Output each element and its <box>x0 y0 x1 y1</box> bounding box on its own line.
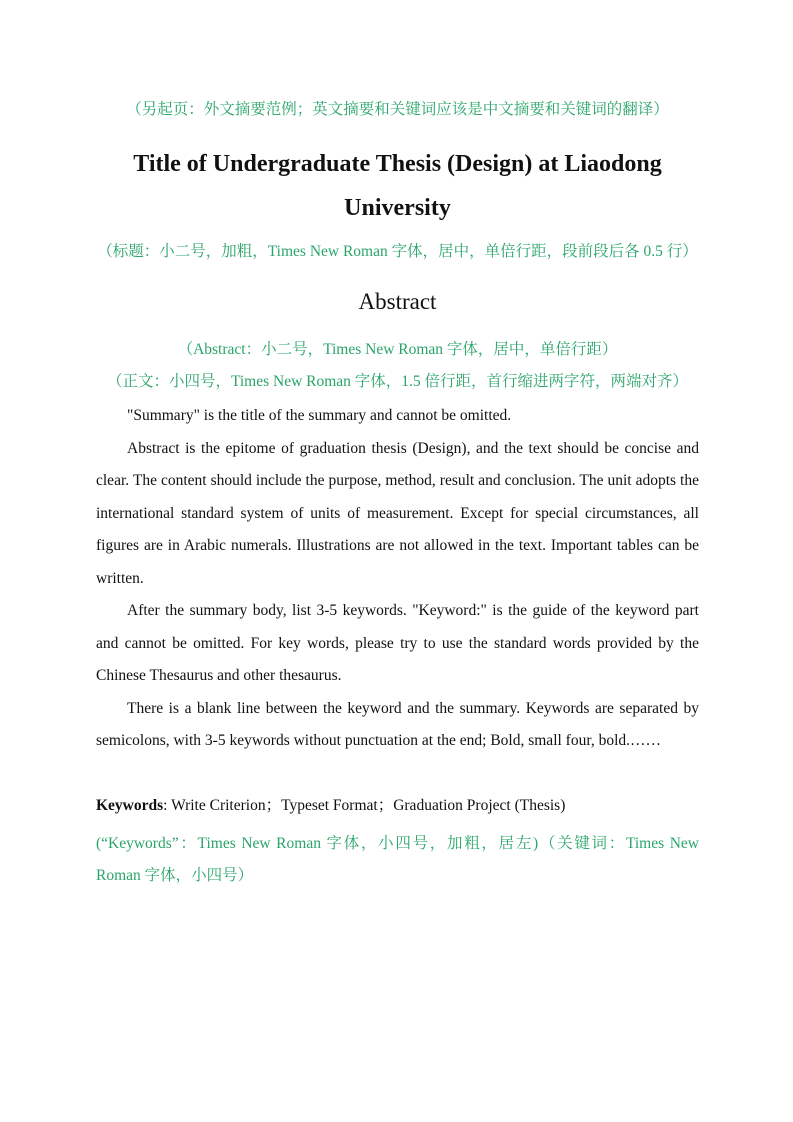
keywords-line <box>96 795 699 817</box>
instruction-note-abstract-format: （Abstract：小二号，Times New Roman 字体，居中，单倍行距） <box>177 341 618 358</box>
abstract-heading: Abstract <box>358 289 437 314</box>
abstract-body <box>96 400 699 758</box>
instruction-note-body-format: （正文：小四号，Times New Roman 字体，1.5 倍行距，首行缩进两字符，两端对齐） <box>106 373 689 390</box>
abstract-paragraph: There is a blank line between the keyword and the summary. Keywords are separated by semicolons, with 3-5 keywords without punctuation at the end; Bold, small four, bold.…… <box>96 699 699 749</box>
instruction-note-title-format: （标题：小二号，加粗，Times New Roman 字体，居中，单倍行距，段前段后各 0.5 行） <box>97 243 698 260</box>
abstract-paragraph: After the summary body, list 3-5 keywords. "Keyword:" is the guide of the keyword part and cannot be omitted. For key words, please try to use the standard words provided by the Chinese Thesaurus and other thesaurus. <box>96 602 699 684</box>
abstract-paragraph: "Summary" is the title of the summary and cannot be omitted. <box>127 407 512 424</box>
keywords-text: : Write Criterion；Typeset Format；Graduation Project (Thesis) <box>163 797 566 814</box>
keywords-label: Keywords <box>96 797 164 814</box>
instruction-note-new-page: （另起页：外文摘要范例；英文摘要和关键词应该是中文摘要和关键词的翻译） <box>126 101 669 118</box>
thesis-title-line-2: University <box>344 195 451 221</box>
instruction-note-keywords-format: (“Keywords”：Times New Roman 字体，小四号，加粗，居左)（关键词：Times New Roman 字体，小四号） <box>96 835 699 884</box>
abstract-paragraph: Abstract is the epitome of graduation thesis (Design), and the text should be concise and clear. The content should include the purpose, method, result and conclusion. The unit adopts the international standard system of units of measurement. Except for special circumstances, all figures are in Arabic numerals. Illustrations are not allowed in the text. Important tables can be written. <box>96 439 699 587</box>
thesis-title <box>96 142 699 230</box>
thesis-title-line-1: Title of Undergraduate Thesis (Design) at Liaodong <box>133 151 662 177</box>
